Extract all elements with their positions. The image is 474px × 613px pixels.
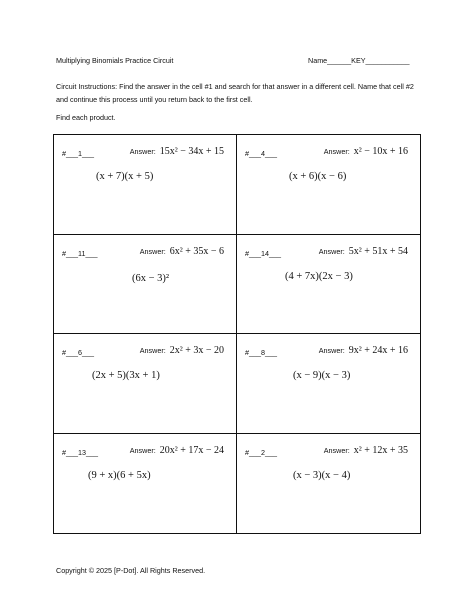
answer-value: x² + 12x + 35 bbox=[353, 444, 408, 456]
cell-answer bbox=[130, 445, 224, 456]
cell-number: #___11___ bbox=[62, 248, 98, 258]
circuit-instructions: Circuit Instructions: Find the answer in the cell #1 and search for that answer in a different cell. Name that cell #2 and continue this process until you return back to the first cell. bbox=[56, 82, 414, 104]
cell-answer bbox=[140, 246, 224, 257]
cell-problem: (4 + 7x)(2x − 3) bbox=[285, 270, 353, 282]
circuit-cell bbox=[54, 434, 237, 534]
cell-answer bbox=[130, 146, 224, 157]
cell-problem: (x + 6)(x − 6) bbox=[289, 171, 347, 182]
answer-label: Answer: bbox=[318, 246, 345, 256]
cell-number: #___1___ bbox=[62, 149, 94, 158]
copyright-footer: Copyright © 2025 [P-Dot]. All Rights Reserved. bbox=[56, 566, 206, 575]
answer-value: 2x² + 3x − 20 bbox=[169, 345, 224, 356]
cell-number: #___4___ bbox=[245, 149, 277, 158]
answer-label: Answer: bbox=[139, 346, 166, 355]
answer-value: 20x² + 17x − 24 bbox=[159, 444, 224, 456]
circuit-cell bbox=[237, 235, 420, 335]
answer-label: Answer: bbox=[318, 346, 345, 355]
answer-value: x² − 10x + 16 bbox=[353, 146, 408, 157]
cell-number: #___2___ bbox=[245, 447, 277, 457]
circuit-cell bbox=[54, 334, 237, 434]
cell-problem: (2x + 5)(3x + 1) bbox=[92, 370, 160, 381]
cell-number: #___13___ bbox=[62, 447, 98, 457]
name-line: Name______KEY___________ bbox=[308, 56, 410, 65]
cell-answer bbox=[319, 246, 408, 257]
cell-number: #___14___ bbox=[245, 248, 281, 258]
cell-problem: (9 + x)(6 + 5x) bbox=[88, 469, 151, 481]
cell-answer bbox=[140, 345, 224, 356]
find-each-product: Find each product. bbox=[56, 113, 116, 122]
cell-answer bbox=[324, 445, 408, 456]
cell-problem: (x − 3)(x − 4) bbox=[293, 469, 351, 481]
circuit-cell bbox=[54, 135, 237, 235]
cell-answer bbox=[319, 345, 408, 356]
cell-problem: (6x − 3)² bbox=[132, 272, 170, 284]
answer-value: 5x² + 51x + 54 bbox=[348, 245, 408, 257]
cell-answer bbox=[324, 146, 408, 157]
circuit-cell bbox=[237, 334, 420, 434]
circuit-cell bbox=[237, 135, 420, 235]
answer-label: Answer: bbox=[129, 147, 156, 156]
cell-problem: (x − 9)(x − 3) bbox=[293, 370, 351, 381]
answer-value: 15x² − 34x + 15 bbox=[159, 146, 224, 157]
worksheet-title: Multiplying Binomials Practice Circuit bbox=[56, 56, 174, 65]
answer-label: Answer: bbox=[139, 246, 166, 256]
cell-number: #___8___ bbox=[245, 348, 277, 357]
answer-value: 9x² + 24x + 16 bbox=[348, 345, 408, 356]
circuit-grid bbox=[53, 134, 421, 534]
answer-label: Answer: bbox=[323, 147, 350, 156]
cell-problem: (x + 7)(x + 5) bbox=[96, 171, 154, 182]
answer-label: Answer: bbox=[323, 445, 350, 455]
circuit-cell bbox=[54, 235, 237, 335]
cell-number: #___6___ bbox=[62, 348, 94, 357]
answer-value: 6x² + 35x − 6 bbox=[169, 245, 224, 257]
circuit-cell bbox=[237, 434, 420, 534]
answer-label: Answer: bbox=[129, 445, 156, 455]
